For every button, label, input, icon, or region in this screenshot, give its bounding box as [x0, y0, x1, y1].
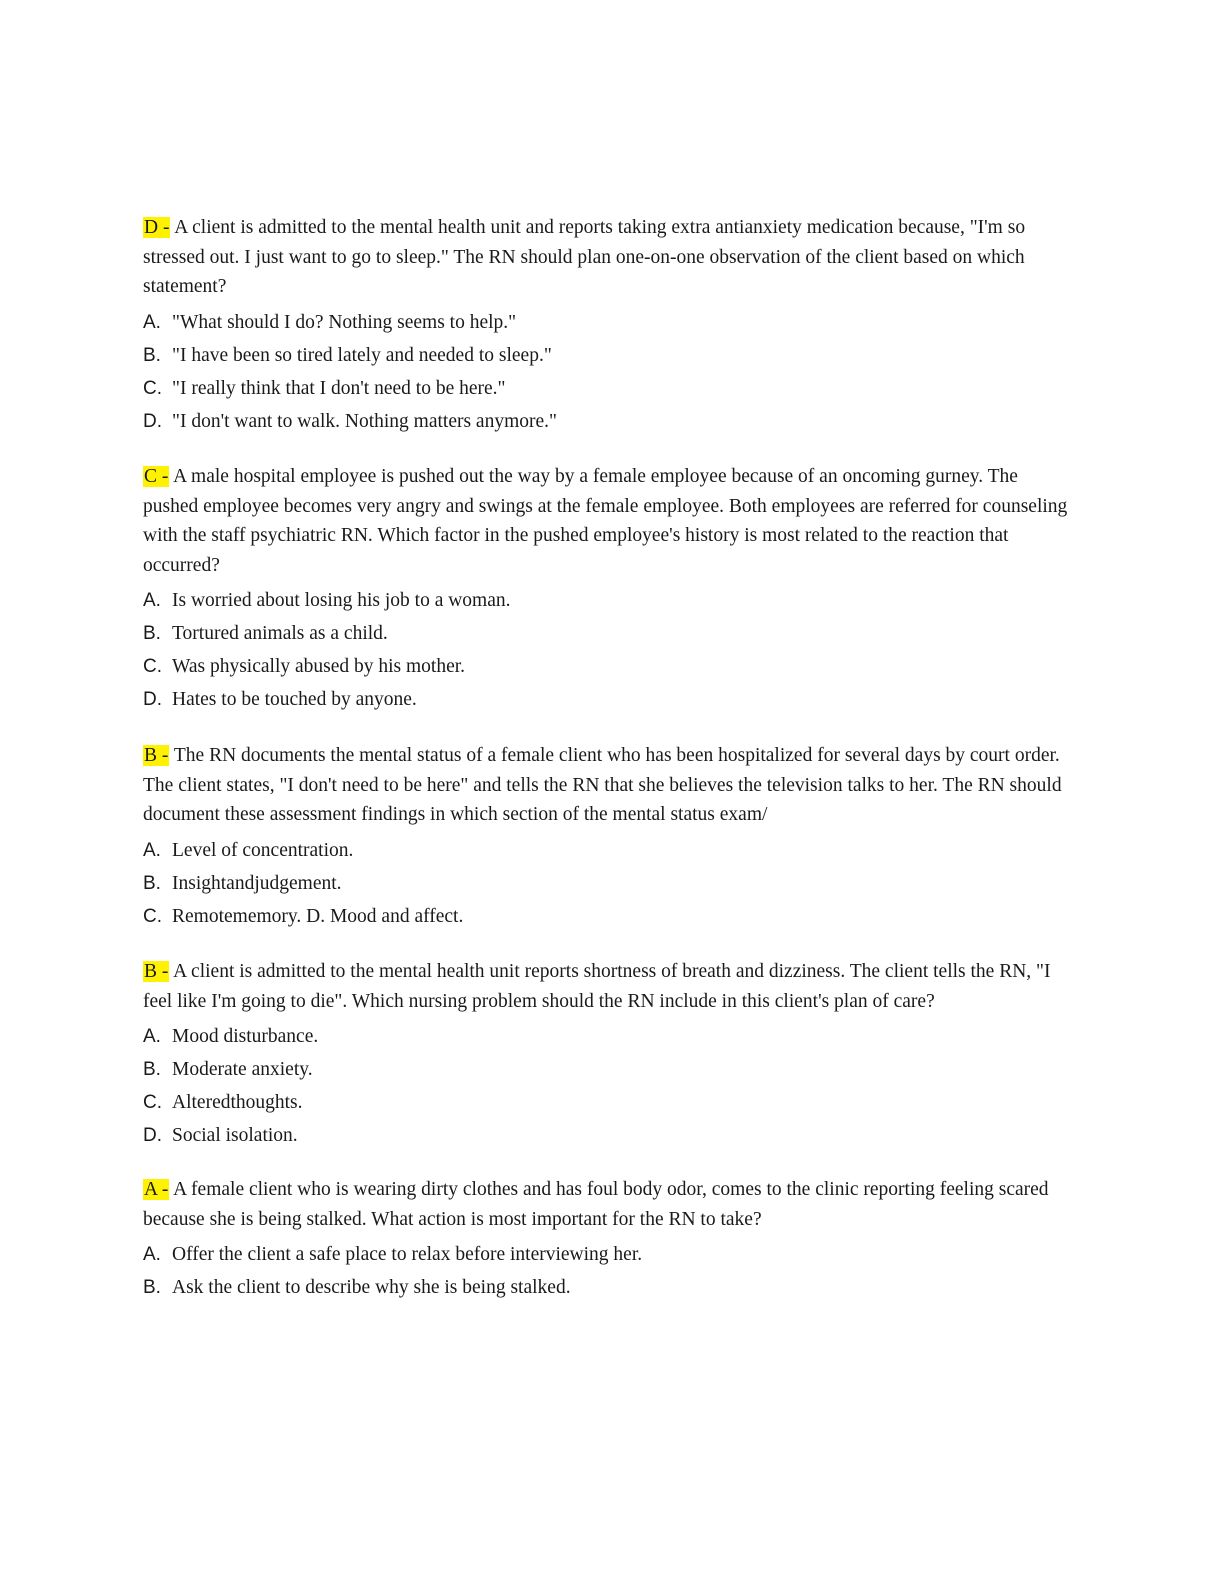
option-list [143, 1020, 1073, 1152]
question-text: A client is admitted to the mental health unit and reports taking extra antianxiety medication because, "I'm so stressed out. I just want to go to sleep." The RN should plan one-on-one observation of the client based on which statement? [143, 217, 1026, 297]
option-a [143, 1020, 1073, 1053]
option-letter: B. [143, 1277, 161, 1298]
option-letter: C. [143, 656, 162, 677]
question-3 [143, 741, 1073, 933]
option-text: "I don't want to walk. Nothing matters anymore." [172, 410, 557, 432]
option-text: Offer the client a safe place to relax before interviewing her. [172, 1244, 643, 1265]
option-text: Level of concentration. [172, 839, 354, 861]
option-list [143, 1238, 1073, 1304]
question-2 [143, 462, 1073, 716]
option-b [143, 867, 1073, 900]
option-text: Was physically abused by his mother. [172, 656, 466, 677]
option-text: Is worried about losing his job to a woman. [172, 590, 511, 611]
answer-key-highlight: B - [144, 961, 169, 982]
option-text: Hates to be touched by anyone. [172, 689, 417, 710]
option-letter: A. [143, 590, 161, 611]
question-stem [143, 1175, 1073, 1234]
option-b [143, 1271, 1073, 1304]
option-d [143, 405, 1073, 438]
option-letter: B. [143, 872, 161, 894]
option-letter: D. [143, 410, 162, 432]
question-text: The RN documents the mental status of a female client who has been hospitalized for several days by court order. The client states, "I don't need to be here" and tells the RN that she believes the television talks to her. The RN should document these assessment findings in which section of the mental status exam/ [143, 745, 1062, 825]
question-5 [143, 1175, 1073, 1304]
option-text: Mood disturbance. [172, 1026, 319, 1047]
option-b [143, 1053, 1073, 1086]
option-c [143, 1086, 1073, 1119]
question-text: A client is admitted to the mental health unit reports shortness of breath and dizziness. The client tells the RN, "I feel like I'm going to die". Which nursing problem should the RN include in this client's plan of care? [143, 961, 1051, 1012]
option-list [143, 584, 1073, 716]
option-letter: C. [143, 905, 162, 927]
question-4 [143, 957, 1073, 1152]
option-text: Remotememory. D. Mood and affect. [172, 905, 464, 927]
option-letter: D. [143, 689, 162, 710]
option-c [143, 372, 1073, 405]
question-text: A male hospital employee is pushed out the way by a female employee because of an oncoming gurney. The pushed employee becomes very angry and swings at the female employee. Both employees are referred for counseling with the staff psychiatric RN. Which factor in the pushed employee's history is most related to the reaction that occurred? [143, 466, 1068, 576]
option-a [143, 306, 1073, 339]
option-text: Ask the client to describe why she is being stalked. [172, 1277, 571, 1298]
option-d [143, 1119, 1073, 1152]
answer-key-highlight: A - [144, 1179, 169, 1200]
option-d [143, 683, 1073, 716]
option-letter: A. [143, 839, 161, 861]
option-letter: A. [143, 1244, 161, 1265]
option-letter: C. [143, 1092, 162, 1113]
question-stem [143, 741, 1073, 830]
option-list [143, 306, 1073, 438]
option-text: Moderate anxiety. [172, 1059, 313, 1080]
option-letter: B. [143, 344, 161, 366]
option-letter: A. [143, 1026, 161, 1047]
question-text: A female client who is wearing dirty clothes and has foul body odor, comes to the clinic reporting feeling scared because she is being stalked. What action is most important for the RN to take? [143, 1179, 1049, 1230]
option-text: Social isolation. [172, 1125, 298, 1146]
question-stem [143, 213, 1073, 302]
option-b [143, 339, 1073, 372]
question-stem [143, 462, 1073, 580]
option-letter: B. [143, 1059, 161, 1080]
option-c [143, 650, 1073, 683]
question-1 [143, 213, 1073, 438]
option-letter: D. [143, 1125, 162, 1146]
question-stem [143, 957, 1073, 1016]
option-text: Insightandjudgement. [172, 872, 342, 894]
option-letter: B. [143, 623, 161, 644]
option-a [143, 584, 1073, 617]
option-list [143, 834, 1073, 933]
option-letter: C. [143, 377, 162, 399]
option-text: Alteredthoughts. [172, 1092, 303, 1113]
option-text: Tortured animals as a child. [172, 623, 388, 644]
option-a [143, 1238, 1073, 1271]
answer-key-highlight: C - [144, 466, 169, 487]
option-b [143, 617, 1073, 650]
answer-key-highlight: D - [144, 217, 170, 238]
option-a [143, 834, 1073, 867]
option-c [143, 900, 1073, 933]
option-text: "I really think that I don't need to be here." [172, 377, 506, 399]
answer-key-highlight: B - [144, 745, 169, 766]
option-letter: A. [143, 311, 161, 333]
option-text: "I have been so tired lately and needed to sleep." [172, 344, 552, 366]
option-text: "What should I do? Nothing seems to help." [172, 311, 517, 333]
